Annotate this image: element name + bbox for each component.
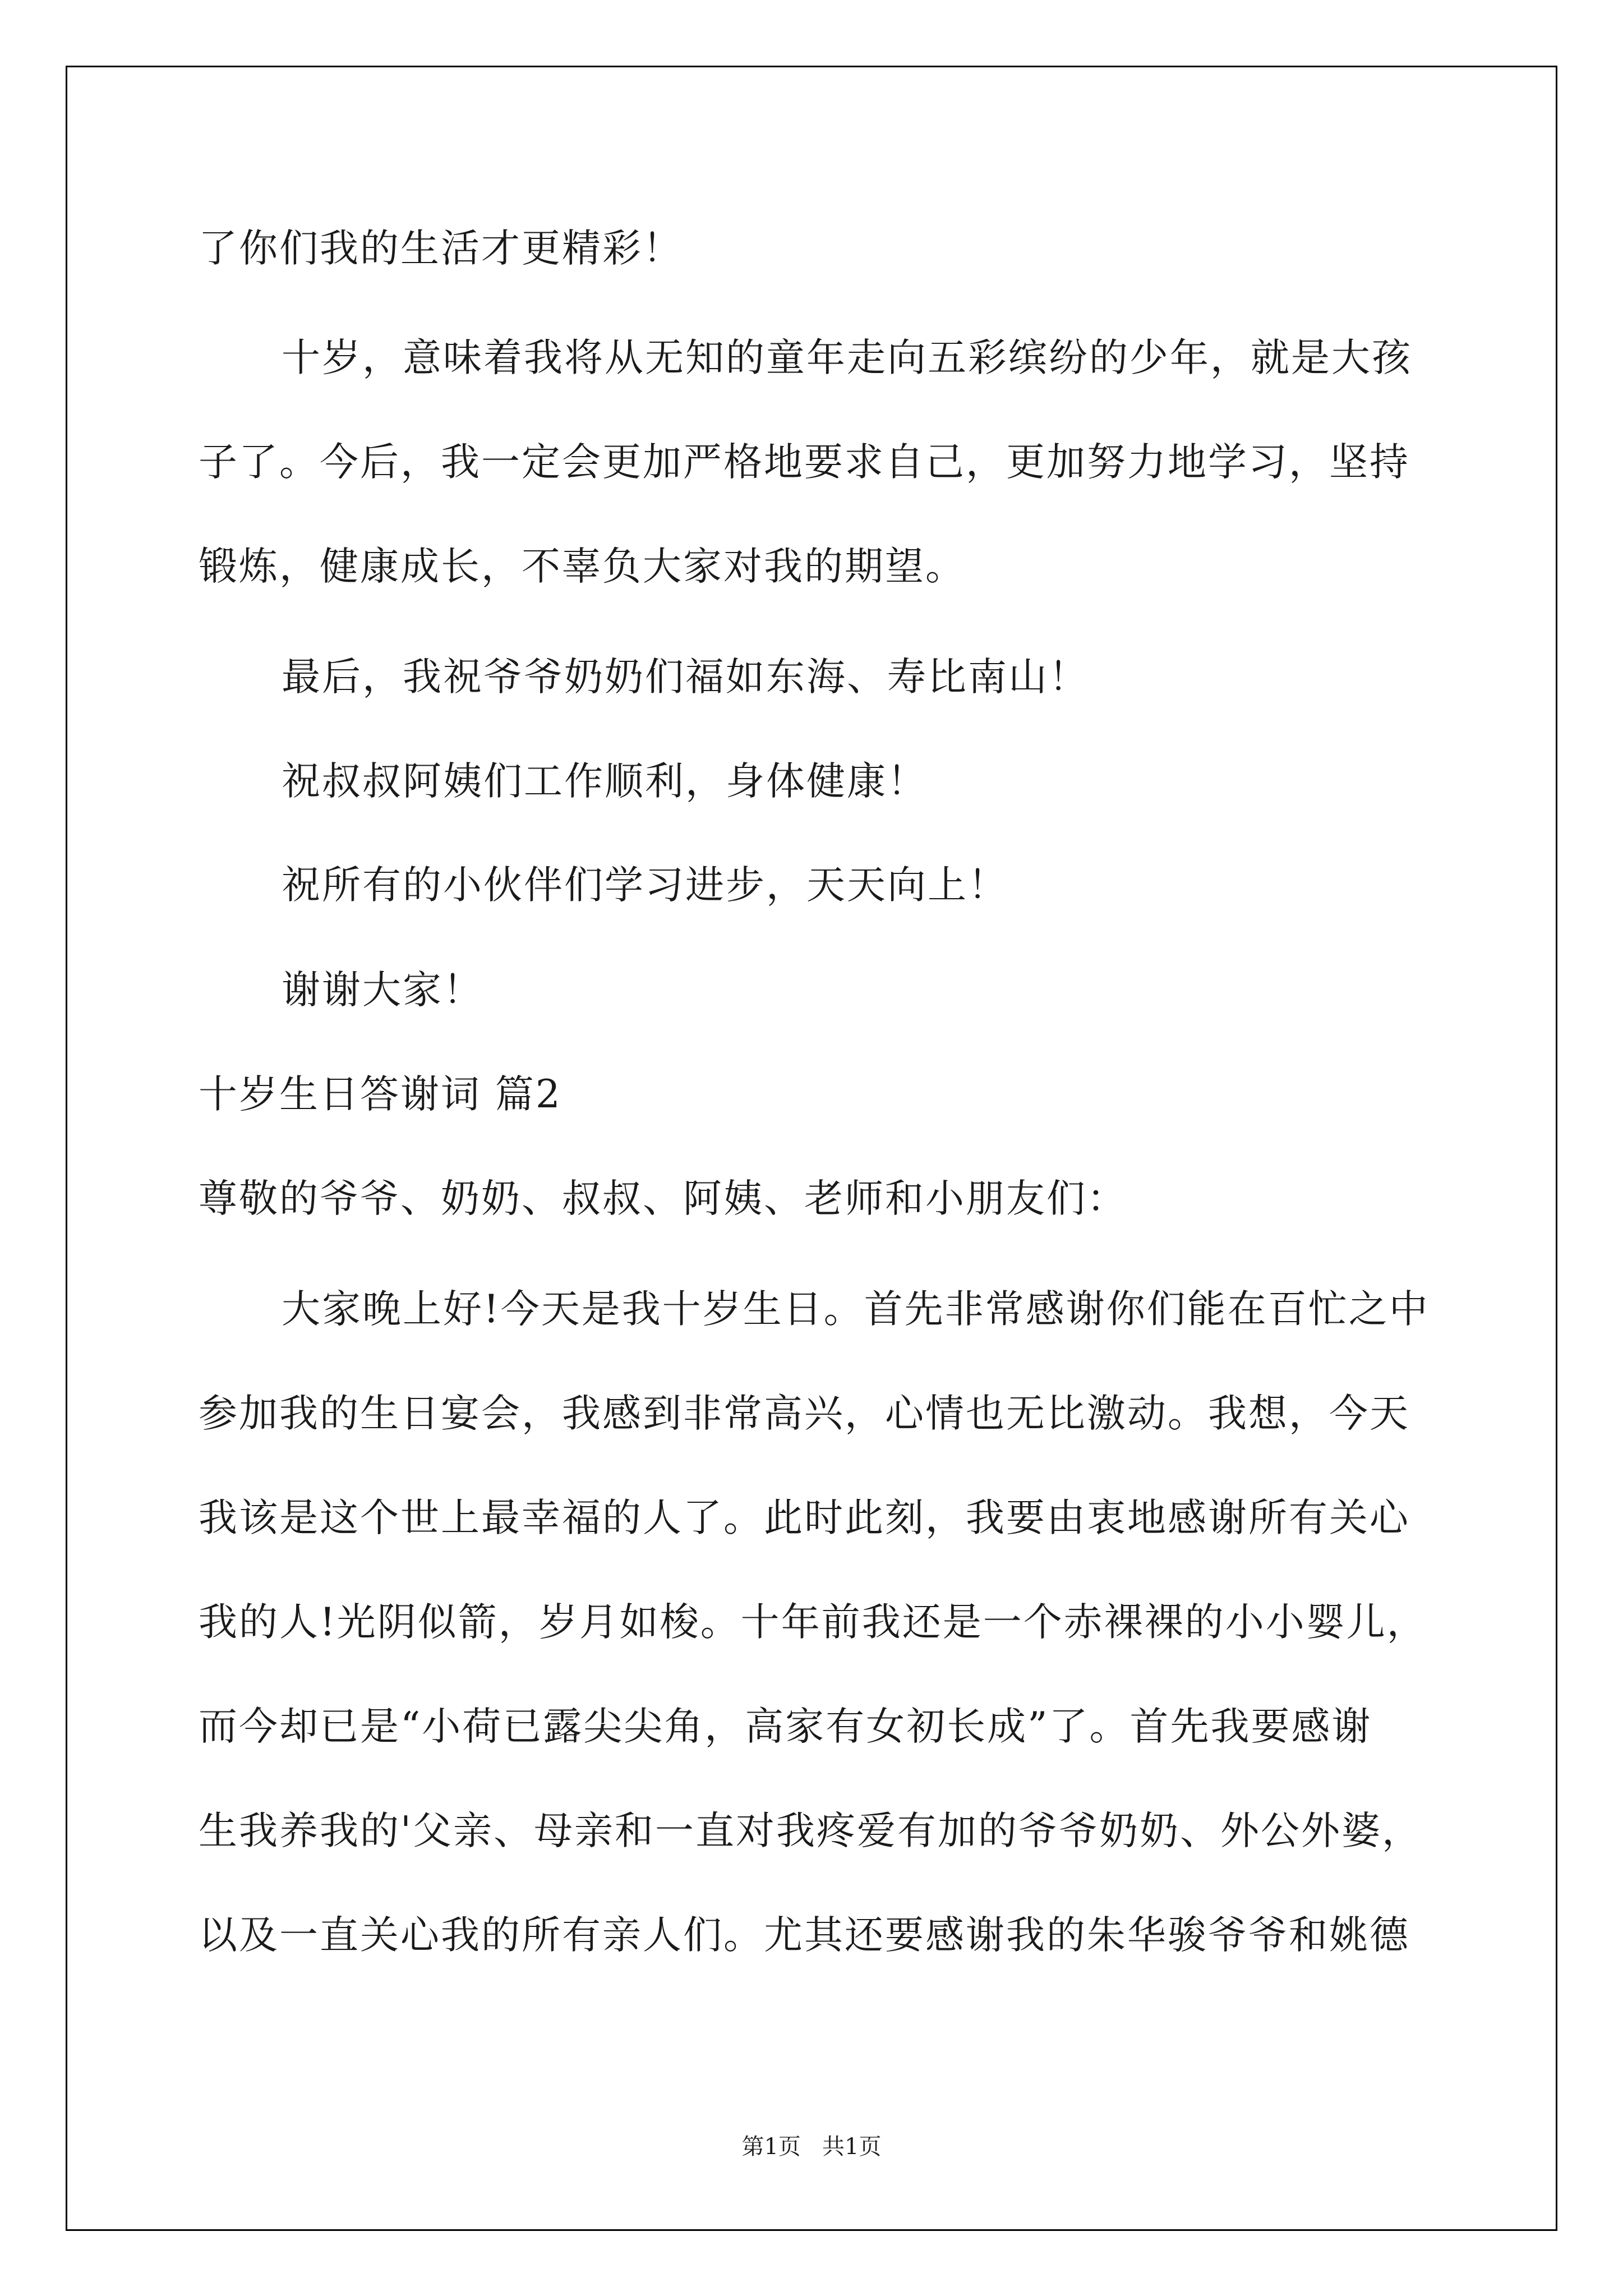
text-line-7: 祝所有的小伙伴们学习进步，天天向上！ — [282, 863, 1008, 908]
page-border — [66, 66, 1557, 2231]
salutation: 尊敬的爷爷、奶奶、叔叔、阿姨、老师和小朋友们： — [199, 1176, 1127, 1221]
text-line-14: 我的人!光阴似箭，岁月如梭。十年前我还是一个赤裸裸的小小婴儿， — [199, 1600, 1427, 1645]
section-heading: 十岁生日答谢词 篇2 — [199, 1072, 562, 1117]
text-line-8: 谢谢大家！ — [282, 968, 483, 1013]
text-line-12: 参加我的生日宴会，我感到非常高兴，心情也无比激动。我想，今天 — [199, 1391, 1410, 1436]
text-line-4: 锻炼，健康成长，不辜负大家对我的期望。 — [199, 544, 966, 589]
text-line-3: 子了。今后，我一定会更加严格地要求自己，更加努力地学习，坚持 — [199, 440, 1410, 485]
page-number-footer: 第1页 共1页 — [741, 2134, 882, 2160]
text-line-5: 最后，我祝爷爷奶奶们福如东海、寿比南山！ — [282, 655, 1089, 700]
text-line-11: 大家晚上好!今天是我十岁生日。首先非常感谢你们能在百忙之中 — [282, 1287, 1430, 1332]
text-line-2: 十岁，意味着我将从无知的童年走向五彩缤纷的少年，就是大孩 — [282, 335, 1412, 380]
text-line-6: 祝叔叔阿姨们工作顺利，身体健康！ — [282, 759, 928, 804]
text-line-1: 了你们我的生活才更精彩！ — [199, 226, 683, 271]
text-line-17: 以及一直关心我的所有亲人们。尤其还要感谢我的朱华骏爷爷和姚德 — [199, 1913, 1410, 1958]
text-line-15: 而今却已是“小荷已露尖尖角，高家有女初长成”了。首先我要感谢 — [199, 1704, 1372, 1749]
text-line-16: 生我养我的'父亲、母亲和一直对我疼爱有加的爷爷奶奶、外公外婆， — [199, 1809, 1422, 1853]
text-line-13: 我该是这个世上最幸福的人了。此时此刻，我要由衷地感谢所有关心 — [199, 1496, 1410, 1540]
